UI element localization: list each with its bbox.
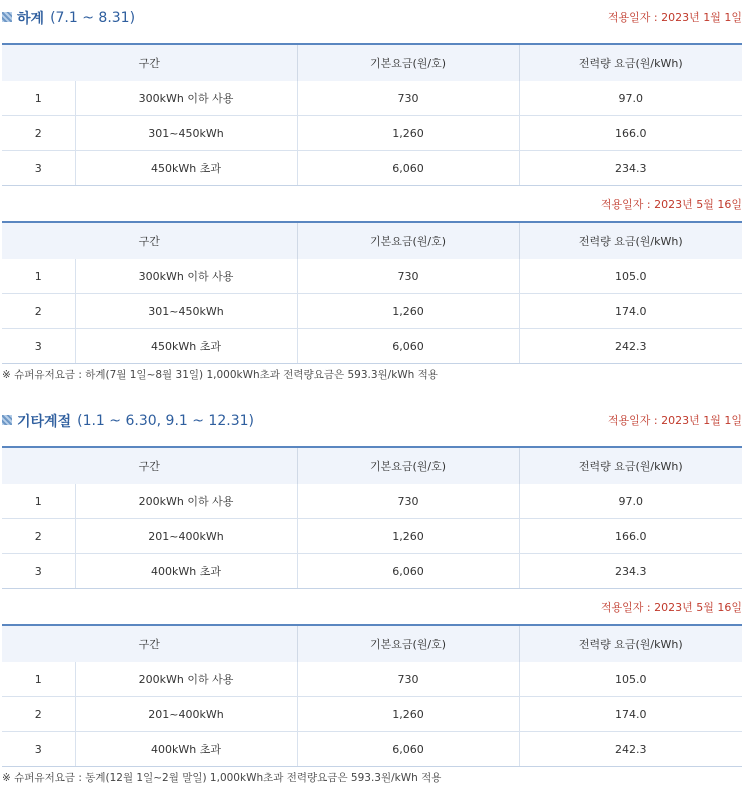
header-base-fee: 기본요금(원/호) (297, 625, 519, 662)
row-range: 450kWh 초과 (75, 151, 297, 186)
summer-date-1: 적용일자 : 2023년 1월 1일 (607, 11, 742, 24)
other-date-1: 적용일자 : 2023년 1월 1일 (607, 414, 742, 427)
other-title: 기타계절 (17, 414, 72, 430)
header-range: 구간 (2, 447, 297, 484)
table-row (2, 329, 742, 364)
row-base-fee: 1,260 (297, 116, 519, 151)
header-range: 구간 (2, 44, 297, 81)
row-number: 1 (2, 484, 75, 519)
row-energy-fee: 166.0 (519, 116, 742, 151)
row-range: 400kWh 초과 (75, 732, 297, 767)
row-energy-fee: 234.3 (519, 151, 742, 186)
square-bullet-icon (2, 415, 12, 425)
row-number: 3 (2, 732, 75, 767)
row-range: 301~450kWh (75, 294, 297, 329)
header-range: 구간 (2, 222, 297, 259)
table-row (2, 116, 742, 151)
summer-date-2: 적용일자 : 2023년 5월 16일 (600, 198, 742, 211)
other-superuser-note: ※ 슈퍼유저요금 : 동계(12월 1일~2월 말일) 1,000kWh초과 전력량요금은 593.3원/kWh 적용 (2, 772, 442, 784)
other-rate-table-1 (2, 446, 742, 589)
row-energy-fee: 166.0 (519, 519, 742, 554)
header-base-fee: 기본요금(원/호) (297, 44, 519, 81)
header-energy-fee: 전력량 요금(원/kWh) (519, 44, 742, 81)
row-number: 3 (2, 151, 75, 186)
row-range: 400kWh 초과 (75, 554, 297, 589)
row-base-fee: 6,060 (297, 151, 519, 186)
row-base-fee: 730 (297, 81, 519, 116)
other-rate-table-2 (2, 624, 742, 767)
summer-title: 하계 (17, 11, 45, 27)
row-base-fee: 1,260 (297, 519, 519, 554)
summer-superuser-note: ※ 슈퍼유저요금 : 하계(7월 1일~8월 31일) 1,000kWh초과 전력량요금은 593.3원/kWh 적용 (2, 369, 438, 381)
row-number: 2 (2, 697, 75, 732)
row-range: 201~400kWh (75, 697, 297, 732)
row-number: 2 (2, 294, 75, 329)
row-base-fee: 730 (297, 484, 519, 519)
summer-range: (7.1 ~ 8.31) (50, 10, 136, 26)
square-bullet-icon (2, 12, 12, 22)
row-energy-fee: 105.0 (519, 662, 742, 697)
other-section-title (2, 411, 254, 431)
row-number: 3 (2, 554, 75, 589)
table-row (2, 732, 742, 767)
row-number: 2 (2, 519, 75, 554)
row-number: 1 (2, 259, 75, 294)
row-base-fee: 6,060 (297, 554, 519, 589)
row-energy-fee: 97.0 (519, 484, 742, 519)
row-energy-fee: 105.0 (519, 259, 742, 294)
summer-section-title (2, 8, 135, 28)
row-energy-fee: 97.0 (519, 81, 742, 116)
table-row (2, 81, 742, 116)
row-range: 301~450kWh (75, 116, 297, 151)
table-row (2, 662, 742, 697)
row-number: 2 (2, 116, 75, 151)
row-base-fee: 1,260 (297, 294, 519, 329)
row-number: 1 (2, 81, 75, 116)
table-row (2, 519, 742, 554)
header-energy-fee: 전력량 요금(원/kWh) (519, 222, 742, 259)
row-energy-fee: 174.0 (519, 697, 742, 732)
row-energy-fee: 242.3 (519, 732, 742, 767)
row-base-fee: 730 (297, 662, 519, 697)
header-base-fee: 기본요금(원/호) (297, 222, 519, 259)
row-energy-fee: 234.3 (519, 554, 742, 589)
row-base-fee: 6,060 (297, 329, 519, 364)
table-row (2, 697, 742, 732)
row-range: 450kWh 초과 (75, 329, 297, 364)
row-number: 3 (2, 329, 75, 364)
row-base-fee: 6,060 (297, 732, 519, 767)
row-energy-fee: 174.0 (519, 294, 742, 329)
row-number: 1 (2, 662, 75, 697)
summer-section-header (0, 0, 754, 30)
row-range: 300kWh 이하 사용 (75, 259, 297, 294)
row-range: 200kWh 이하 사용 (75, 484, 297, 519)
table-row (2, 484, 742, 519)
other-range: (1.1 ~ 6.30, 9.1 ~ 12.31) (77, 413, 254, 429)
row-base-fee: 730 (297, 259, 519, 294)
row-energy-fee: 242.3 (519, 329, 742, 364)
summer-rate-table-2 (2, 221, 742, 364)
table-row (2, 151, 742, 186)
summer-rate-table-1 (2, 43, 742, 186)
header-energy-fee: 전력량 요금(원/kWh) (519, 447, 742, 484)
header-base-fee: 기본요금(원/호) (297, 447, 519, 484)
table-row (2, 294, 742, 329)
other-section-header (0, 403, 754, 433)
header-energy-fee: 전력량 요금(원/kWh) (519, 625, 742, 662)
row-range: 200kWh 이하 사용 (75, 662, 297, 697)
table-row (2, 554, 742, 589)
header-range: 구간 (2, 625, 297, 662)
other-date-2: 적용일자 : 2023년 5월 16일 (600, 601, 742, 614)
table-row (2, 259, 742, 294)
row-base-fee: 1,260 (297, 697, 519, 732)
row-range: 201~400kWh (75, 519, 297, 554)
row-range: 300kWh 이하 사용 (75, 81, 297, 116)
